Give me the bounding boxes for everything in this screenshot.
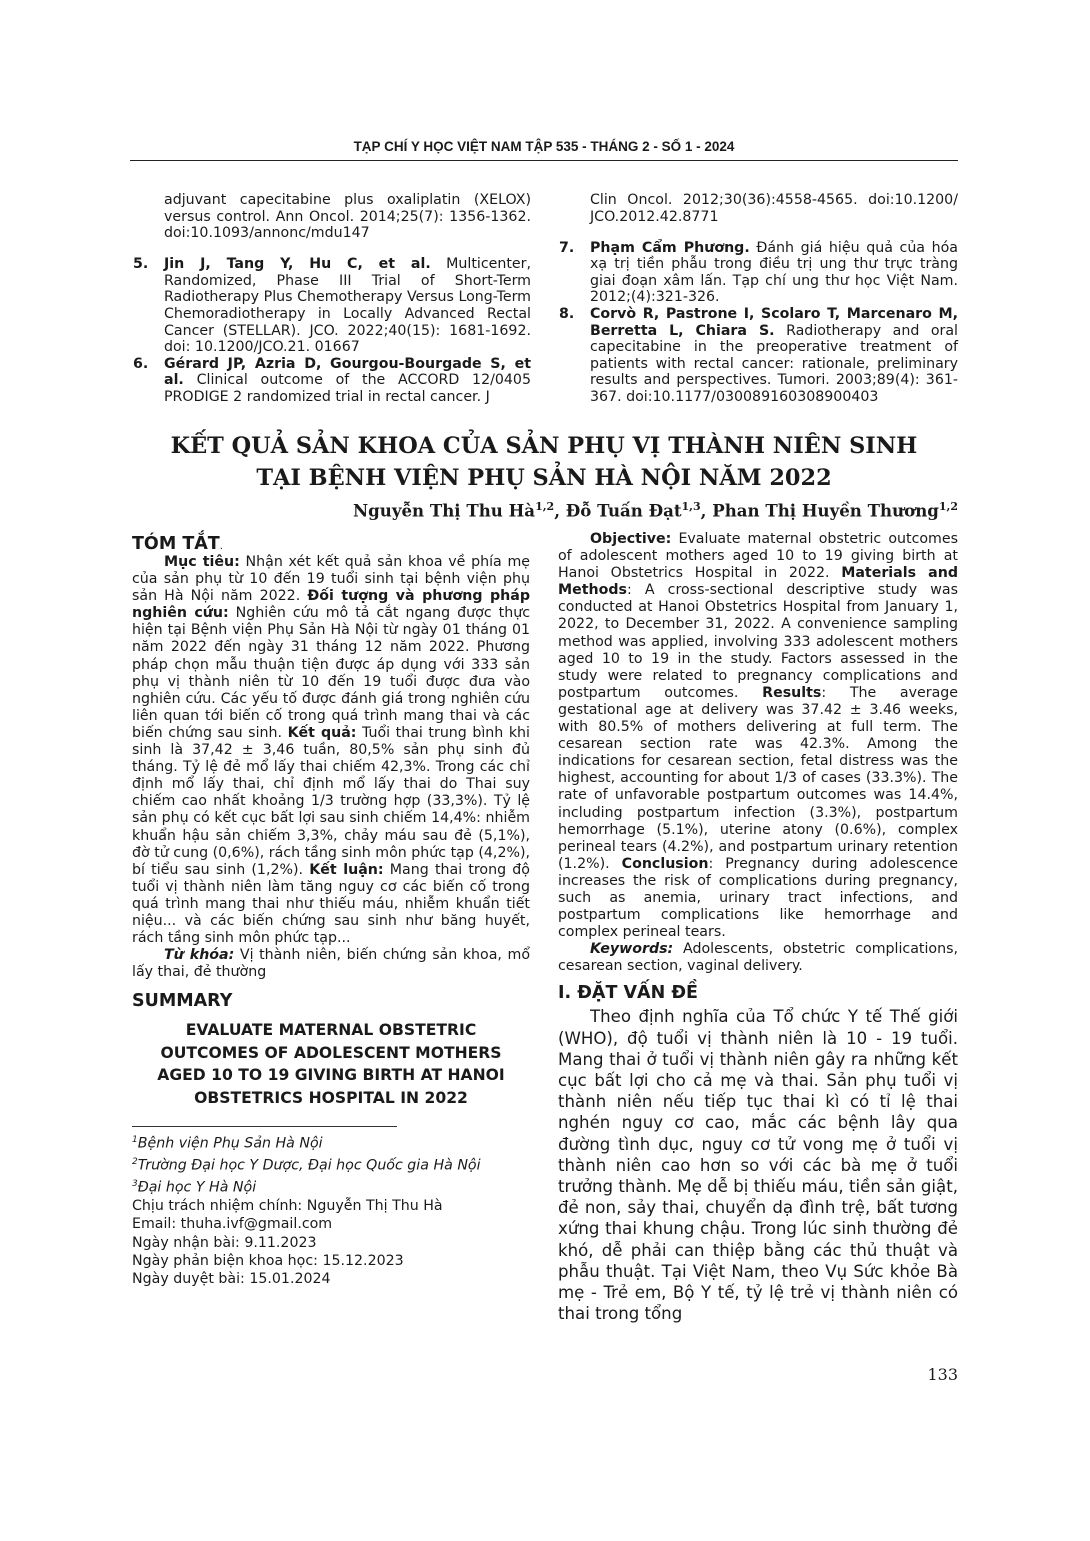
reference-authors: Gérard JP, Azria D, Gourgou-Bourgade S, et al.	[164, 355, 531, 389]
author-list	[353, 500, 958, 521]
conclusion-text: : Pregnancy during adolescence increases the risk of complications during pregnancy, such as anemia, urinary tract infections, and postpartum complications like hemorrhage and complex perineal tears.	[558, 855, 958, 941]
english-title	[132, 1019, 530, 1109]
date-received: Ngày nhận bài: 9.11.2023	[132, 1234, 317, 1251]
objective-label: Mục tiêu:	[164, 554, 240, 570]
footnotes	[132, 1131, 530, 1289]
abstract-heading	[132, 534, 530, 554]
introduction-heading: I. ĐẶT VẤN ĐỀ	[558, 983, 698, 1004]
affiliation-text: Đại học Y Hà Nội	[137, 1179, 257, 1196]
methods-label: Đối tượng và phương pháp nghiên cứu:	[132, 588, 530, 622]
conclusion-text: Mang thai trong độ tuổi vị thành niên làm tăng nguy cơ các biến cố trong quá trình mang thai như thiếu máu, nhiễm khuẩn tiết niệu... và các biến chứng sau sinh như băng huyết, rách tầng sinh môn phức tạp...	[132, 861, 530, 947]
article-title	[130, 430, 958, 494]
methods-label: Materials and Methods	[558, 565, 958, 599]
references-right-column	[559, 178, 958, 406]
footnote-rule	[132, 1126, 397, 1127]
objective-text: Evaluate maternal obstetric outcomes of adolescent mothers aged 10 to 19 giving birth at Hanoi Obstetrics Hospital in 2022.	[558, 531, 958, 582]
results-label: Results	[762, 684, 822, 701]
reference-item	[133, 256, 531, 356]
abstract-heading-text: TÓM TẮT	[132, 534, 220, 554]
affiliation-2	[132, 1153, 530, 1175]
header-rule	[130, 160, 958, 161]
vietnamese-keywords	[132, 947, 530, 981]
keywords-label: Từ khóa:	[164, 947, 235, 964]
author-separator: ,	[554, 500, 566, 521]
right-column	[558, 531, 958, 1324]
reference-item	[559, 306, 958, 406]
reference-authors: Phạm Cẩm Phương.	[590, 239, 750, 256]
vietnamese-abstract	[132, 554, 530, 947]
results-text: Tuổi thai trung bình khi sinh là 37,42 ± 3,46 tuần, 80,5% sản phụ sinh đủ tháng. Tỷ lệ đẻ mổ lấy thai chiếm 42,3%. Trong các chỉ định mổ lấy thai, chỉ định mổ lấy thai do Thai suy chiếm cao nhất khoảng 1/3 trường hợp (33,3%). Tỷ lệ sản phụ có kết cục bất lợi sau sinh chiếm 14,4%: nhiễm khuẩn hậu sản chiếm 3,3%, chảy máu sau đẻ (5,1%), đờ tử cung (0,6%), rách tầng sinh môn phức tạp (4,2%), bí tiểu sau sinh (1,2%).	[132, 724, 530, 878]
references-left-column	[133, 178, 531, 406]
reference-text: Radiotherapy and oral capecitabine in the preoperative treatment of patients with rectal cancer: rationale, preliminary results and perspectives. Tumori. 2003;89(4): 361-367. doi:10.1177/030089160308900403	[590, 322, 958, 405]
summary-heading: SUMMARY	[132, 991, 233, 1012]
article-title-line: KẾT QUẢ SẢN KHOA CỦA SẢN PHỤ VỊ THÀNH NIÊN SINH	[170, 433, 918, 459]
reference-item	[559, 240, 958, 306]
objective-label: Objective:	[590, 531, 672, 547]
reference-number: 7.	[559, 239, 575, 256]
introduction-text: Theo định nghĩa của Tổ chức Y tế Thế giới (WHO), độ tuổi vị thành niên là 10 - 19 tuổi. Mang thai ở tuổi vị thành niên gây ra những kết cục bất lợi cho cả mẹ và thai. Sản phụ tuổi vị thành niên nếu tiếp tục thai kì có tỉ lệ thai nghén nguy cơ cao, mắc các bệnh lây qua đường tình dục, nguy cơ tử vong mẹ ở tuổi vị thành niên cao hơn so với các bà mẹ ở tuổi trưởng thành. Mẹ dễ bị thiếu máu, tiền sản giật, đẻ non, sảy thai, chuyển dạ đình trệ, bất tương xứng thai khung chậu. Trong lúc sinh thường đẻ khó, dễ phải can thiệp bằng các thủ thuật và phẫu thuật. Tại Việt Nam, theo Vụ Sức khỏe Bà mẹ - Trẻ em, Bộ Y tế, tỷ lệ trẻ vị thành niên có thai trong tổng	[558, 1007, 958, 1324]
keywords-text: Vị thành niên, biến chứng sản khoa, mổ lấy thai, đẻ thường	[132, 947, 530, 981]
affiliation-mark: 1	[132, 1134, 138, 1145]
conclusion-label: Kết luận:	[309, 861, 384, 878]
reference-continuation: Clin Oncol. 2012;30(36):4558-4565. doi:10.1200/ JCO.2012.42.8771	[590, 192, 958, 225]
author-affiliation-mark: 1,3	[681, 500, 701, 513]
running-header: TẠP CHÍ Y HỌC VIỆT NAM TẬP 535 - THÁNG 2 - SỐ 1 - 2024	[353, 139, 735, 154]
reference-continuation: adjuvant capecitabine plus oxaliplatin (XELOX) versus control. Ann Oncol. 2014;25(7): 1356-1362. doi:10.1093/annonc/mdu147	[164, 192, 531, 242]
english-title-line: AGED 10 TO 19 GIVING BIRTH AT HANOI	[157, 1066, 505, 1085]
abstract-heading-mark: .	[219, 541, 223, 552]
reference-text: Multicenter, Randomized, Phase III Trial of Short-Term Radiotherapy Plus Chemotherapy Versus Long-Term Chemoradiotherapy in Locally Advanced Rectal Cancer (STELLAR). JCO. 2022;40(15): 1681-1692. doi: 10.1200/JCO.21. 01667	[164, 256, 531, 356]
methods-text: : A cross-sectional descriptive study was conducted at Hanoi Obstetrics Hospital from January 1, 2022, to December 31, 2022. A convenience sampling method was applied, involving 333 adolescent mothers aged 10 to 19 in the study. Factors assessed in the study were related to pregnancy complications and postpartum outcomes.	[558, 582, 958, 701]
results-text: : The average gestational age at delivery was 37.42 ± 3.46 weeks, with 80.5% of mothers delivering at full term. The cesarean section rate was 42.3%. Among the indications for cesarean section, fetal distress was the highest, accounting for about 1/3 of cases (33.3%). The rate of unfavorable postpartum outcomes was 14.4%, including postpartum infection (3.3%), postpartum hemorrhage (5.1%), uterine atony (0.6%), complex perineal tears (4.2%), and postpartum urinary retention (1.2%).	[558, 684, 958, 872]
objective-text: Nhận xét kết quả sản khoa về phía mẹ của sản phụ từ 10 đến 19 tuổi sinh tại bệnh viện phụ sản Hà Nội năm 2022.	[132, 554, 531, 605]
author-affiliation-mark: 1,2	[938, 500, 958, 513]
article-title-line: TẠI BỆNH VIỆN PHỤ SẢN HÀ NỘI NĂM 2022	[256, 465, 832, 491]
date-reviewed: Ngày phản biện khoa học: 15.12.2023	[132, 1252, 404, 1269]
english-abstract	[558, 531, 958, 941]
page-number: 133	[927, 1365, 958, 1384]
english-keywords	[558, 941, 958, 975]
reference-text: Đánh giá hiệu quả của hóa xạ trị tiền phẫu trong điều trị ung thư trực tràng giai đoạn xâm lấn. Tạp chí ung thư học Việt Nam. 2012;(4):321-326.	[590, 239, 958, 306]
affiliation-text: Trường Đại học Y Dược, Đại học Quốc gia Hà Nội	[137, 1157, 481, 1174]
reference-number: 8.	[559, 305, 575, 322]
keywords-text: Adolescents, obstetric complications, cesarean section, vaginal delivery.	[558, 941, 958, 975]
reference-number: 5.	[133, 256, 149, 273]
affiliation-text: Bệnh viện Phụ Sản Hà Nội	[137, 1135, 323, 1152]
english-title-line: EVALUATE MATERNAL OBSTETRIC	[185, 1021, 477, 1040]
affiliation-mark: 2	[132, 1157, 138, 1167]
conclusion-label: Conclusion	[621, 855, 709, 872]
affiliation-mark: 3	[132, 1179, 138, 1190]
author-name: Nguyễn Thị Thu Hà	[353, 500, 536, 521]
reference-text: Clinical outcome of the ACCORD 12/0405 PRODIGE 2 randomized trial in rectal cancer. J	[164, 372, 531, 405]
methods-text: Nghiên cứu mô tả cắt ngang được thực hiện tại Bệnh viện Phụ Sản Hà Nội từ ngày 01 tháng 01 năm 2022 đến ngày 31 tháng 12 năm 2022. Phương pháp chọn mẫu thuận tiện được áp dụng với 333 sản phụ vị thành niên từ 10 đến 19 tuổi được đưa vào nghiên cứu. Các yếu tố được đánh giá trong nghiên cứu liên quan tới biến cố trong quá trình mang thai và các biến chứng sau sinh.	[132, 605, 530, 741]
author-name: Phan Thị Huyền Thương	[712, 500, 939, 521]
reference-authors: Corvò R, Pastrone I, Scolaro T, Marcenaro M, Berretta L, Chiara S.	[590, 305, 958, 339]
author-affiliation-mark: 1,2	[535, 500, 555, 513]
affiliation-3	[132, 1175, 530, 1197]
reference-authors: Jin J, Tang Y, Hu C, et al.	[164, 256, 431, 273]
keywords-label: Keywords:	[590, 941, 674, 958]
contact-email: Email: thuha.ivf@gmail.com	[132, 1216, 333, 1233]
reference-item	[133, 356, 531, 406]
responsible-author: Chịu trách nhiệm chính: Nguyễn Thị Thu Hà	[132, 1198, 443, 1215]
reference-number: 6.	[133, 355, 149, 372]
left-column	[132, 534, 530, 1289]
affiliation-1	[132, 1131, 530, 1153]
results-label: Kết quả:	[287, 724, 357, 741]
english-title-line: OBSTETRICS HOSPITAL IN 2022	[194, 1088, 468, 1107]
author-name: Đỗ Tuấn Đạt	[565, 500, 682, 521]
author-separator: ,	[700, 500, 713, 521]
english-title-line: OUTCOMES OF ADOLESCENT MOTHERS	[160, 1043, 502, 1062]
date-accepted: Ngày duyệt bài: 15.01.2024	[132, 1271, 331, 1288]
